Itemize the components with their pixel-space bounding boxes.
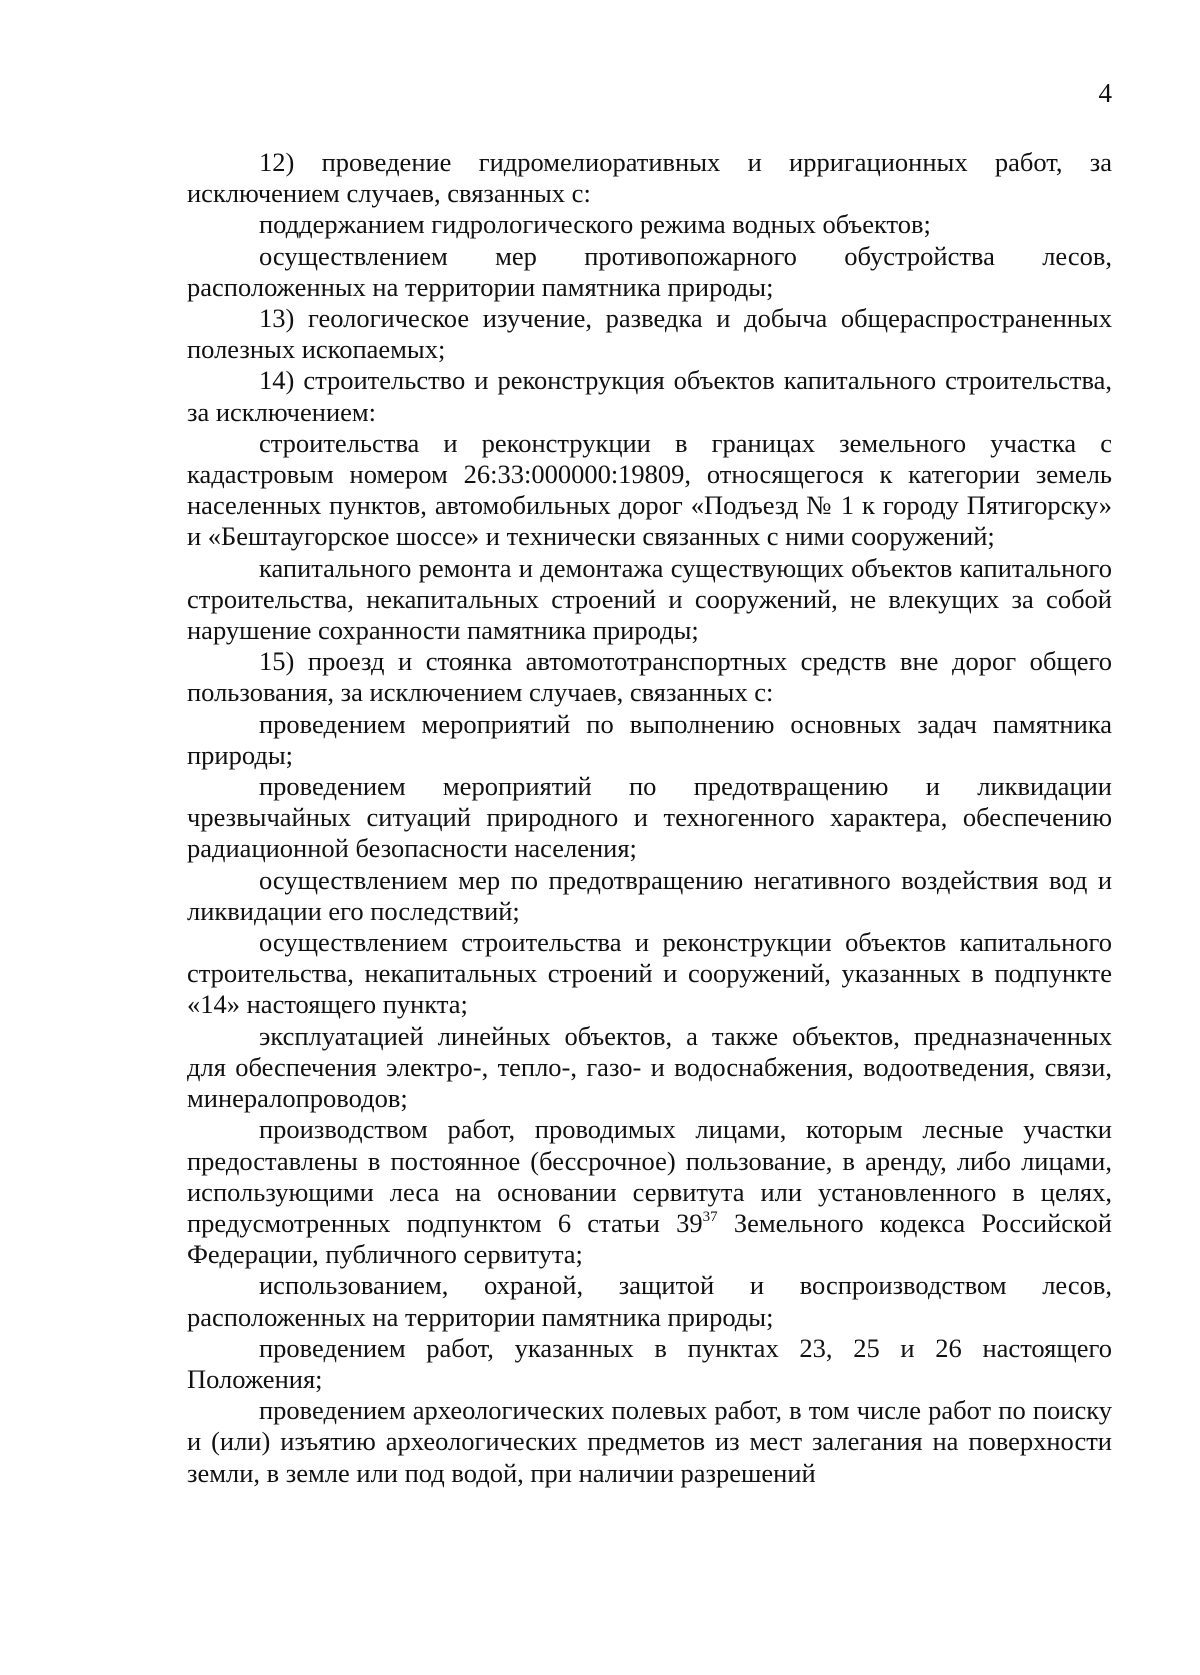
- paragraph: 15) проезд и стоянка автомототранспортных средств вне дорог общего пользования, за исключением случаев, связанных с:: [187, 646, 1112, 708]
- paragraph: проведением работ, указанных в пунктах 23, 25 и 26 настоящего Положения;: [187, 1332, 1112, 1394]
- paragraph: использованием, охраной, защитой и воспроизводством лесов, расположенных на территории памятника природы;: [187, 1270, 1112, 1332]
- paragraph: эксплуатацией линейных объектов, а также объектов, предназначенных для обеспечения электро-, тепло-, газо- и водоснабжения, водоотведения, связи, минералопроводов;: [187, 1020, 1112, 1114]
- article-superscript: 37: [702, 1208, 718, 1225]
- paragraph: осуществлением мер по предотвращению негативного воздействия вод и ликвидации его последствий;: [187, 864, 1112, 926]
- paragraph-servitude: [187, 1114, 1112, 1270]
- page-number: 4: [1098, 78, 1112, 108]
- paragraph: проведением мероприятий по выполнению основных задач памятника природы;: [187, 708, 1112, 770]
- paragraph: капитального ремонта и демонтажа существующих объектов капитального строительства, некапитальных строений и сооружений, не влекущих за собой нарушение сохранности памятника природы;: [187, 552, 1112, 646]
- paragraph: проведением мероприятий по предотвращению и ликвидации чрезвычайных ситуаций природного и техногенного характера, обеспечению радиационной безопасности населения;: [187, 771, 1112, 864]
- paragraph: осуществлением строительства и реконструкции объектов капитального строительства, некапитальных строений и сооружений, указанных в подпункте «14» настоящего пункта;: [187, 927, 1112, 1020]
- paragraph: 13) геологическое изучение, разведка и добыча общераспространенных полезных ископаемых;: [187, 303, 1112, 365]
- paragraph: проведением археологических полевых работ, в том числе работ по поиску и (или) изъятию археологических предметов из мест залегания на поверхности земли, в земле или под водой, при наличии разрешений: [187, 1395, 1112, 1488]
- paragraph: 14) строительство и реконструкция объектов капитального строительства, за исключением:: [187, 365, 1112, 427]
- paragraph: осуществлением мер противопожарного обустройства лесов, расположенных на территории памятника природы;: [187, 240, 1112, 302]
- document-body: [187, 147, 1112, 1489]
- paragraph: 12) проведение гидромелиоративных и ирригационных работ, за исключением случаев, связанных с:: [187, 147, 1112, 209]
- paragraph: строительства и реконструкции в границах земельного участка с кадастровым номером 26:33:000000:19809, относящегося к категории земель населенных пунктов, автомобильных дорог «Подъезд № 1 к городу Пятигорску» и «Бештаугорское шоссе» и технически связанных с ними сооружений;: [187, 427, 1112, 552]
- paragraph: поддержанием гидрологического режима водных объектов;: [259, 209, 931, 240]
- paragraph-text: производством работ, проводимых лицами, которым лесные участки предоставлены в постоянное (бессрочное) пользование, в аренду, либо лицами, использующими леса на основании сервитута или установленного в целях, предусмотренных подпунктом 6 статьи 39: [187, 1114, 1112, 1238]
- paragraph-text: Земельного кодекса Российской Федерации, публичного сервитута;: [187, 1207, 1112, 1270]
